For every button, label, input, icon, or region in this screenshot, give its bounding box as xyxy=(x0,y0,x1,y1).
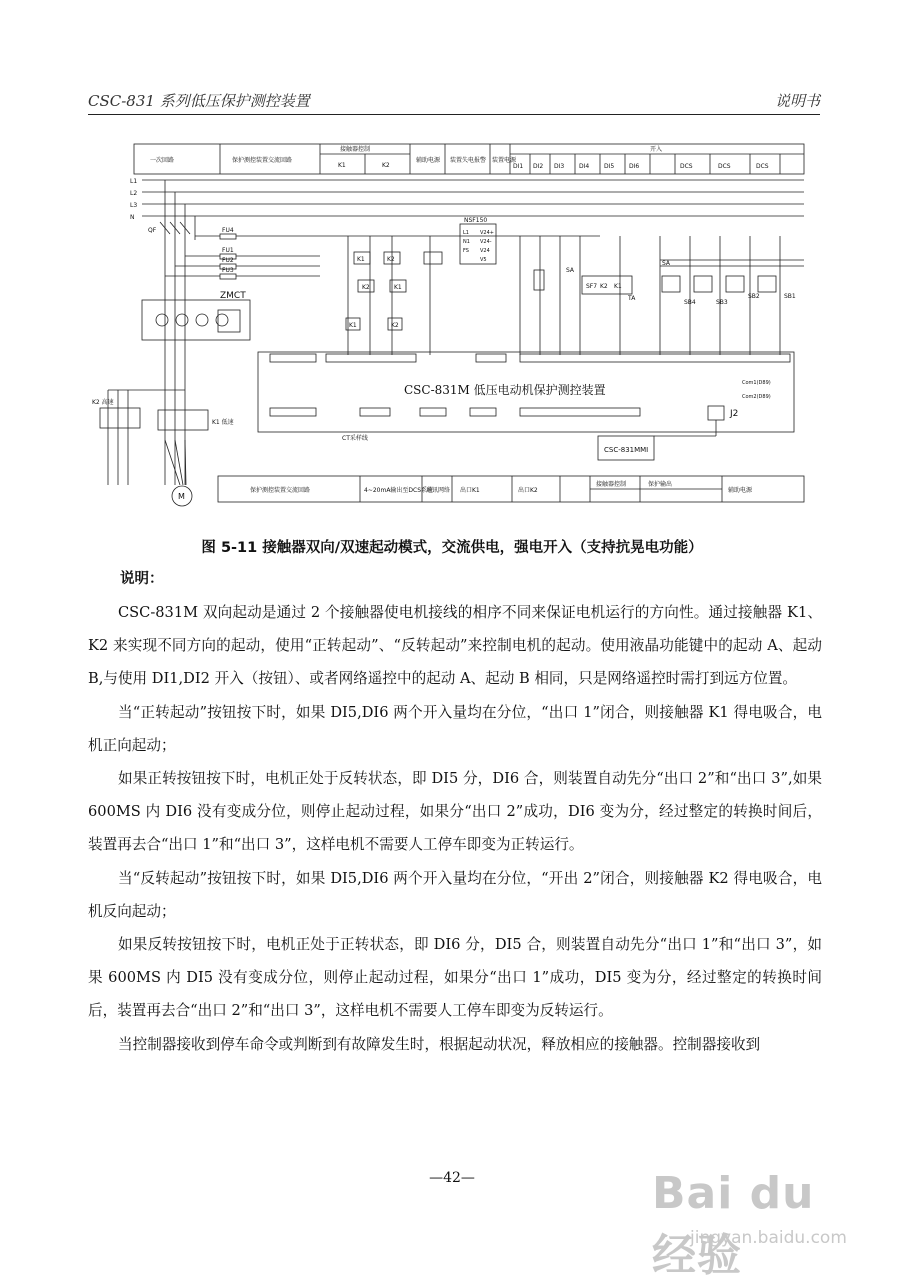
bottom-cell: 4~20mA输出至DCS系统 xyxy=(364,487,434,494)
paragraph: 当控制器接收到停车命令或判断到有故障发生时，根据起动状况，释放相应的接触器。控制器接收到 xyxy=(118,1035,761,1053)
watermark xyxy=(630,1160,870,1281)
nsf-term: V24- xyxy=(480,239,492,245)
phase-label: N xyxy=(130,214,135,221)
bottom-cell: 保护输出 xyxy=(648,481,673,488)
com-label: Com2(D89) xyxy=(742,394,771,400)
mmi-label: CSC-831MMI xyxy=(604,446,649,454)
k2-label: K2 高速 xyxy=(92,399,114,406)
paragraph: 当“反转起动”按钮按下时，如果 DI5,DI6 两个开入量均在分位，“开出 2”闭合，则接触器 K2 得电吸合，电机反向起动； xyxy=(88,869,822,920)
nsf-term: FS xyxy=(463,248,469,254)
figure-caption: 图 5-11 接触器双向/双速起动模式，交流供电，强电开入（支持抗晃电功能） xyxy=(201,540,703,556)
phase-label: L1 xyxy=(130,178,138,185)
wiring-diagram xyxy=(92,140,810,520)
head-cell: DI4 xyxy=(579,163,590,170)
note-label: 说明： xyxy=(120,571,164,587)
bottom-cell: 出口K2 xyxy=(518,487,538,494)
bottom-cell: 通讯网络 xyxy=(426,487,451,494)
coil-label: K1 xyxy=(357,256,365,263)
coil-label: K2 xyxy=(362,284,370,291)
paragraph: 如果反转按钮按下时，电机正处于正转状态，即 DI6 分，DI5 合，则装置自动先分“出口 1”和“出口 3”，如果 600MS 内 DI5 没有变成分位，则停止起动过程，如果分“出口 1”成功，DI5 变为分，经过整定的转换时间后，装置再去合“出口 2”和“出口 3”，这样电机不需要人工停车即变为反转运行。 xyxy=(88,936,822,1020)
nsf-term: V5 xyxy=(480,257,487,263)
paragraph: 如果正转按钮按下时，电机正处于反转状态，即 DI5 分，DI6 合，则装置自动先分“出口 2”和“出口 3”,如果 600MS 内 DI6 没有变成分位，则停止起动过程，如果分“出口 2”成功，DI6 变为分，经过整定的转换时间后，装置再去合“出口 1”和“出口 3”，这样电机不需要人工停车即变为正转运行。 xyxy=(88,770,822,854)
contact-label: K2 xyxy=(600,283,608,290)
head-cell: DI2 xyxy=(533,163,544,170)
contact-label: K1 xyxy=(614,283,622,290)
zmct-label: ZMCT xyxy=(220,291,246,301)
head-cell: DI6 xyxy=(629,163,640,170)
head-cell: 装置电源 xyxy=(492,157,517,164)
head-cell: 保护测控装置交流回路 xyxy=(232,157,293,164)
bottom-cell: 出口K1 xyxy=(460,487,480,494)
button-label: SB1 xyxy=(784,293,796,300)
phase-label: L3 xyxy=(130,202,138,209)
paragraph: CSC-831M 双向起动是通过 2 个接触器使电机接线的相序不同来保证电机运行的方向性。通过接触器 K1、K2 来实现不同方向的起动，使用“正转起动”、“反转起动”来控制电机的起动。使用液晶功能键中的起动 A、起动 B,与使用 DI1,DI2 开入（按钮）、或者网络遥控中的起动 A、起动 B 相同，只是网络遥控时需打到远方位置。 xyxy=(88,604,822,688)
bottom-cell: 接触器控制 xyxy=(596,481,627,488)
header-title: CSC-831 系列低压保护测控装置 xyxy=(88,92,310,110)
button-label: SB3 xyxy=(716,299,728,306)
coil-label: K1 xyxy=(349,322,357,329)
paragraph: 当“正转起动”按钮按下时，如果 DI5,DI6 两个开入量均在分位，“出口 1”闭合，则接触器 K1 得电吸合，电机正向起动； xyxy=(88,703,822,754)
page-number: —42— xyxy=(429,1170,475,1186)
nsf-label: NSF150 xyxy=(464,217,488,224)
phase-label: L2 xyxy=(130,190,138,197)
button-label: SB4 xyxy=(684,299,696,306)
coil-label: K2 xyxy=(387,256,395,263)
coil-label: K1 xyxy=(394,284,402,291)
watermark-sub: jingyan.baidu.com xyxy=(690,1228,847,1248)
nsf-term: V24 xyxy=(480,248,490,254)
head-cell: 装置失电报警 xyxy=(450,157,487,164)
body-text xyxy=(88,596,822,1061)
head-cell: K1 xyxy=(338,162,346,169)
head-cell: 接触器控制 xyxy=(340,146,371,153)
contact-label: SA xyxy=(566,267,575,274)
head-cell: 一次回路 xyxy=(150,157,175,164)
motor-label: M xyxy=(178,492,185,501)
contact-label: SF7 xyxy=(586,283,598,290)
head-cell: 辅助电源 xyxy=(416,157,441,164)
head-cell: DCS xyxy=(680,163,693,170)
watermark-main: Bai du 经验 xyxy=(652,1168,815,1281)
nsf-term: V24+ xyxy=(480,230,494,236)
fuse-label: FU4 xyxy=(222,227,234,234)
head-cell: 开入 xyxy=(650,146,663,153)
k1-label: K1 低速 xyxy=(212,419,234,426)
com-label: Com1(D89) xyxy=(742,380,771,386)
nsf-term: N1 xyxy=(463,239,470,245)
header-right: 说明书 xyxy=(774,92,820,110)
device-title: CSC-831M 低压电动机保护测控装置 xyxy=(404,383,606,397)
qf-label: QF xyxy=(148,227,157,234)
fuse-label: FU3 xyxy=(222,267,234,274)
coil-label: K2 xyxy=(391,322,399,329)
page-header xyxy=(88,88,820,115)
head-cell: DI3 xyxy=(554,163,565,170)
button-label: SB2 xyxy=(748,293,760,300)
j2-label: J2 xyxy=(730,409,739,419)
fuse-label: FU1 xyxy=(222,247,234,254)
nsf-term: L1 xyxy=(463,230,469,236)
bottom-cell: 辅助电源 xyxy=(728,487,753,494)
head-cell: K2 xyxy=(382,162,390,169)
bottom-cell: 保护测控装置交流回路 xyxy=(250,487,311,494)
head-cell: DCS xyxy=(756,163,769,170)
head-cell: DCS xyxy=(718,163,731,170)
fuse-label: FU2 xyxy=(222,257,234,264)
contact-label: TA xyxy=(628,295,636,302)
head-cell: DI1 xyxy=(513,163,524,170)
head-cell: DI5 xyxy=(604,163,615,170)
button-label: SA xyxy=(662,260,671,267)
ct-label: CT采样线 xyxy=(342,435,368,442)
